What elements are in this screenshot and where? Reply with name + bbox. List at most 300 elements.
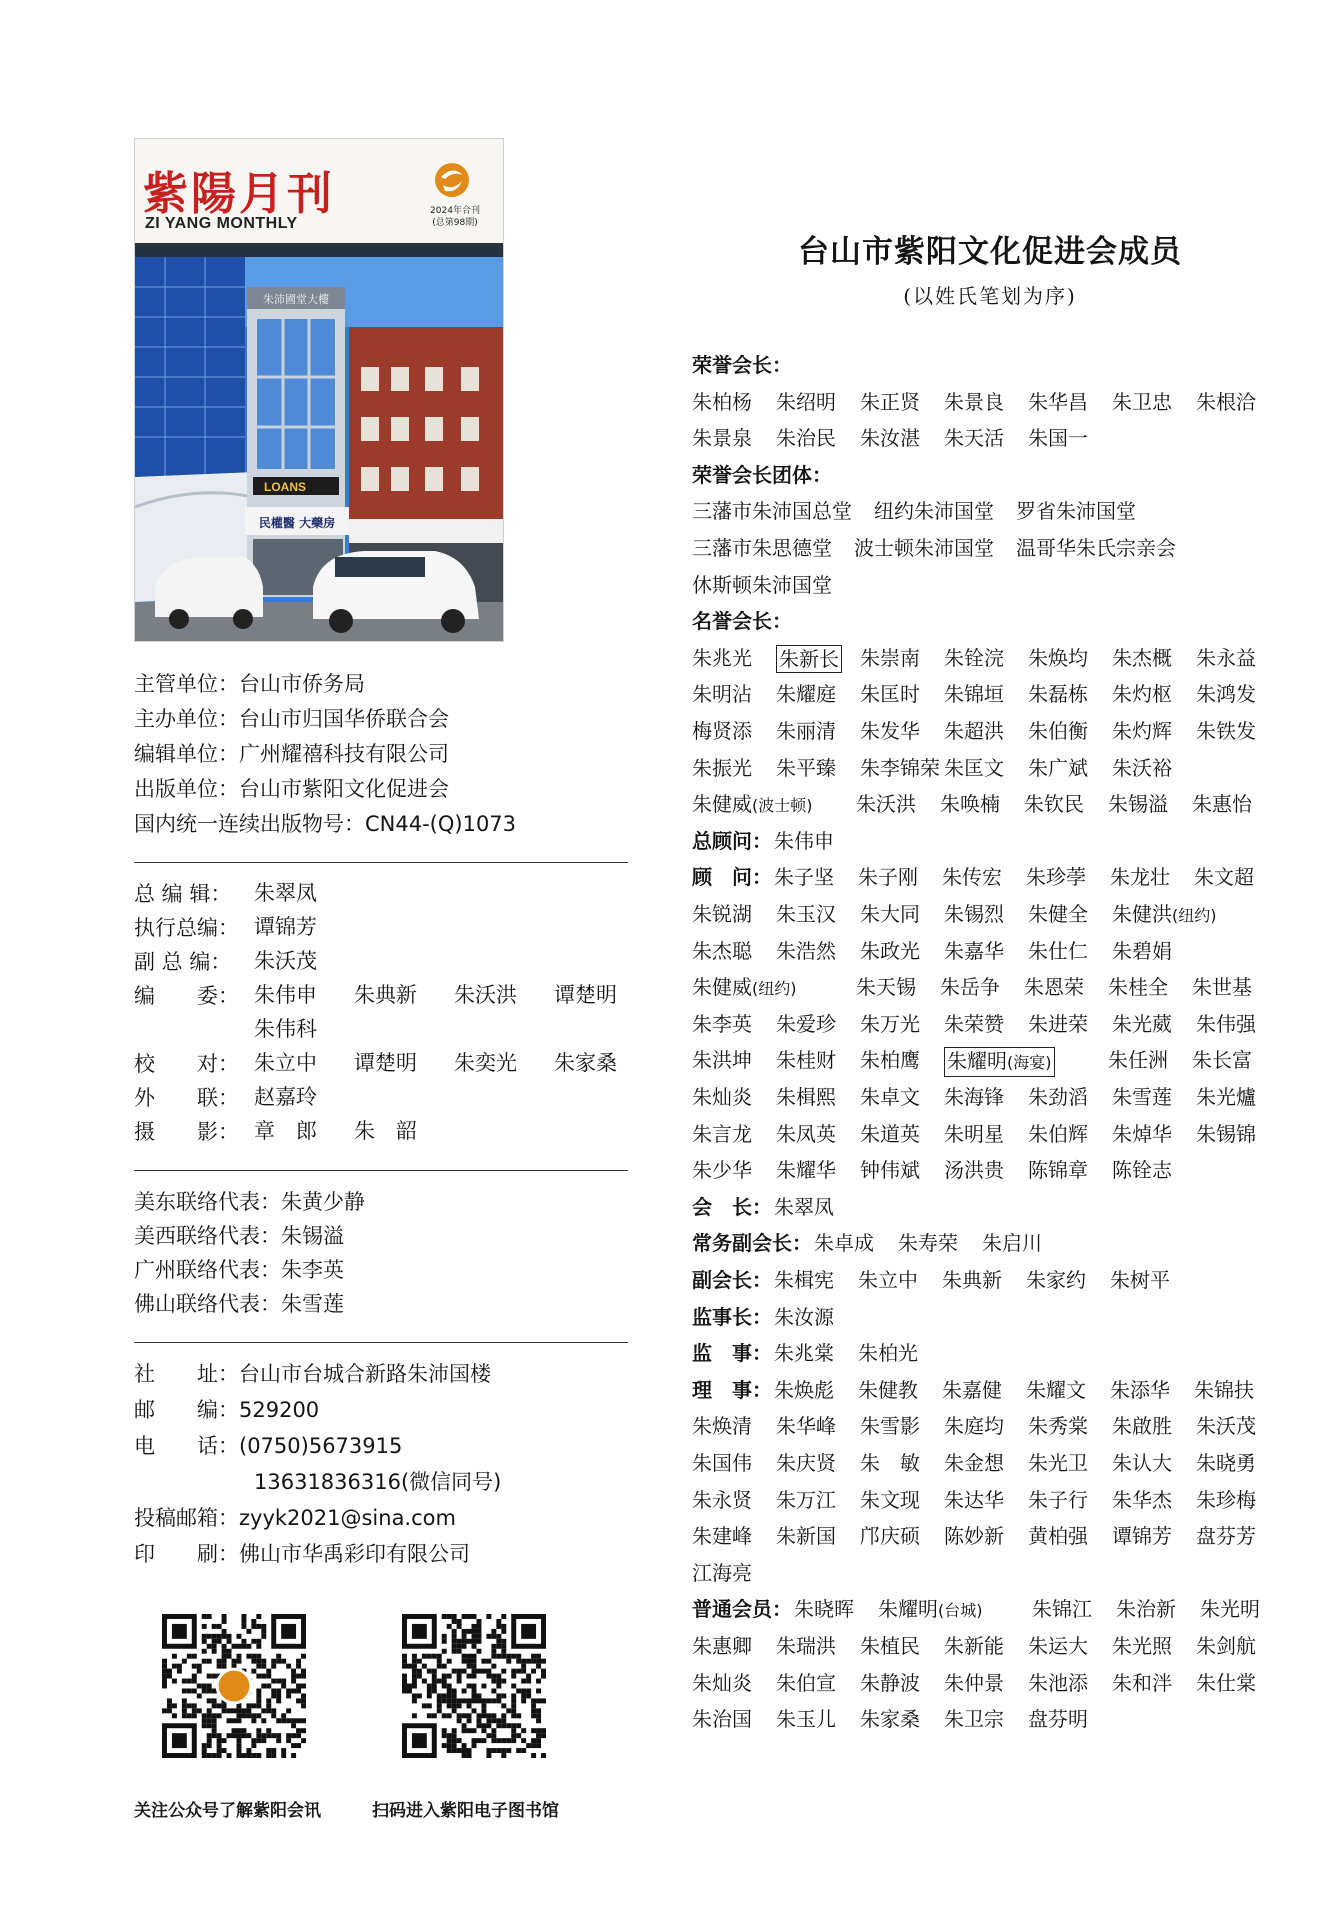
member-name: 朱家约 bbox=[1026, 1268, 1086, 1292]
member-name: 朱雪影 bbox=[860, 1414, 920, 1438]
editor-role: 总 编 辑： bbox=[134, 882, 232, 906]
member-category-row bbox=[692, 1194, 1272, 1222]
qr-caption-library: 扫码进入紫阳电子图书馆 bbox=[372, 1801, 559, 1821]
member-category-label: 荣誉会长团体： bbox=[692, 463, 832, 487]
member-name: 黄柏强 bbox=[1028, 1524, 1088, 1548]
member-row bbox=[692, 1487, 1272, 1515]
contact-row bbox=[134, 1432, 402, 1460]
member-category-label: 普通会员： bbox=[692, 1597, 792, 1621]
member-name: 朱卫忠 bbox=[1112, 390, 1172, 414]
cover-issue-year: 2024年合刊 bbox=[430, 206, 480, 216]
liaison-row bbox=[134, 1290, 344, 1318]
editor-name: 谭楚明 bbox=[554, 983, 617, 1007]
editor-name: 章 郎 bbox=[254, 1119, 317, 1143]
member-row bbox=[692, 1633, 1272, 1661]
liaison-value: 朱锡溢 bbox=[281, 1224, 344, 1248]
member-name: 朱嘉华 bbox=[944, 939, 1004, 963]
member-name: 朱铁发 bbox=[1196, 719, 1256, 743]
publisher-value: 台山市侨务局 bbox=[239, 672, 365, 696]
member-category-row bbox=[692, 1267, 1272, 1295]
cover-tagline bbox=[135, 243, 503, 257]
member-name: 朱寿荣 bbox=[898, 1231, 958, 1255]
shop-sign: 民權醫 大藥房 bbox=[258, 516, 336, 530]
member-name: 朱华峰 bbox=[776, 1414, 836, 1438]
member-name: 朱珍荸 bbox=[1026, 865, 1086, 889]
liaison-key: 广州联络代表： bbox=[134, 1258, 281, 1282]
member-name: 朱伯宣 bbox=[776, 1671, 836, 1695]
editor-name: 谭楚明 bbox=[354, 1051, 417, 1075]
member-name: 朱桂全 bbox=[1108, 975, 1168, 999]
member-name: 朱仕仁 bbox=[1028, 939, 1088, 963]
member-name: 朱碧娟 bbox=[1112, 939, 1172, 963]
member-name: 朱秀棠 bbox=[1028, 1414, 1088, 1438]
editor-role: 校 对： bbox=[134, 1052, 239, 1076]
member-name: 朱光照 bbox=[1112, 1634, 1172, 1658]
member-name: 朱汝湛 bbox=[860, 426, 920, 450]
member-row bbox=[692, 1560, 1272, 1588]
member-name: 朱建峰 bbox=[692, 1524, 752, 1548]
member-name: 陈铨志 bbox=[1112, 1158, 1172, 1182]
member-row bbox=[692, 718, 1272, 746]
member-name: 朱华昌 bbox=[1028, 390, 1088, 414]
member-name: 邝庆硕 bbox=[860, 1524, 920, 1548]
publisher-row bbox=[134, 740, 449, 768]
member-row bbox=[692, 901, 1272, 929]
wechat-qr-code[interactable] bbox=[162, 1614, 306, 1758]
publisher-row bbox=[134, 775, 449, 803]
contact-row bbox=[134, 1504, 456, 1532]
cover-photo bbox=[135, 257, 503, 641]
member-name: 朱嘉健 bbox=[942, 1378, 1002, 1402]
editor-name: 朱典新 bbox=[354, 983, 417, 1007]
member-name: 朱岳争 bbox=[940, 975, 1000, 999]
member-name: 朱崇南 bbox=[860, 646, 920, 670]
contact-key: 投稿邮箱： bbox=[134, 1506, 239, 1530]
cover-issue-number: (总第98期) bbox=[432, 218, 478, 228]
member-name: 朱爱珍 bbox=[776, 1012, 836, 1036]
member-name: 朱灿炎 bbox=[692, 1671, 752, 1695]
publisher-key: 出版单位： bbox=[134, 777, 239, 801]
member-name: 朱健全 bbox=[1028, 902, 1088, 926]
member-name: 朱和泮 bbox=[1112, 1671, 1172, 1695]
member-category-row bbox=[692, 608, 1272, 636]
member-name: 朱超洪 bbox=[944, 719, 1004, 743]
member-category-row bbox=[692, 828, 1272, 856]
loans-sign: LOANS bbox=[264, 480, 306, 494]
member-name: 朱晓晖 bbox=[794, 1597, 854, 1621]
divider bbox=[134, 1170, 628, 1171]
member-name: 朱翠凤 bbox=[774, 1195, 834, 1219]
member-name: 梅贤添 bbox=[692, 719, 752, 743]
member-row bbox=[692, 681, 1272, 709]
member-row bbox=[692, 572, 1272, 600]
contact-key: 印 刷： bbox=[134, 1542, 239, 1566]
member-name: 朱添华 bbox=[1110, 1378, 1170, 1402]
member-name: 朱景良 bbox=[944, 390, 1004, 414]
member-name: 朱雪莲 bbox=[1112, 1085, 1172, 1109]
cover-masthead-en: ZI YANG MONTHLY bbox=[145, 215, 298, 232]
member-name: 朱道英 bbox=[860, 1122, 920, 1146]
member-name: 朱任洲 bbox=[1108, 1048, 1168, 1072]
member-row bbox=[692, 974, 1272, 1002]
member-name: 罗省朱沛国堂 bbox=[1016, 499, 1136, 523]
member-category-row bbox=[692, 1340, 1272, 1368]
member-name: 朱国一 bbox=[1028, 426, 1088, 450]
publisher-value: 台山市归国华侨联合会 bbox=[239, 707, 449, 731]
liaison-key: 佛山联络代表： bbox=[134, 1292, 281, 1316]
member-name: 朱文现 bbox=[860, 1488, 920, 1512]
member-name: 朱兆棠 bbox=[774, 1341, 834, 1365]
member-name: 朱焯华 bbox=[1112, 1122, 1172, 1146]
member-name: 纽约朱沛国堂 bbox=[874, 499, 994, 523]
member-name: 朱剑航 bbox=[1196, 1634, 1256, 1658]
member-category-row bbox=[692, 1304, 1272, 1332]
contact-row bbox=[254, 1468, 501, 1496]
member-name: 朱万光 bbox=[860, 1012, 920, 1036]
member-name: 朱李英 bbox=[692, 1012, 752, 1036]
contact-row bbox=[134, 1396, 319, 1424]
member-name: 朱龙壮 bbox=[1110, 865, 1170, 889]
member-name: 朱光爐 bbox=[1196, 1085, 1256, 1109]
member-name: 朱楫宪 bbox=[774, 1268, 834, 1292]
member-name: 谭锦芳 bbox=[1112, 1524, 1172, 1548]
member-name: 朱世基 bbox=[1192, 975, 1252, 999]
editor-name: 朱沃洪 bbox=[454, 983, 517, 1007]
member-row bbox=[692, 938, 1272, 966]
member-category-label: 监事长： bbox=[692, 1305, 772, 1329]
member-name: 朱大同 bbox=[860, 902, 920, 926]
member-row bbox=[692, 755, 1272, 783]
member-row bbox=[692, 498, 1272, 526]
member-category-row bbox=[692, 1596, 1272, 1624]
editor-role: 外 联： bbox=[134, 1086, 239, 1110]
member-name: 朱健教 bbox=[858, 1378, 918, 1402]
member-row bbox=[692, 1450, 1272, 1478]
member-name: 朱珍梅 bbox=[1196, 1488, 1256, 1512]
liaison-value: 朱李英 bbox=[281, 1258, 344, 1282]
member-row bbox=[692, 1413, 1272, 1441]
member-name: 朱丽清 bbox=[776, 719, 836, 743]
member-name: 朱新长 bbox=[776, 645, 842, 673]
member-category-row bbox=[692, 352, 1272, 380]
member-name: 朱惠卿 bbox=[692, 1634, 752, 1658]
member-row bbox=[692, 1670, 1272, 1698]
email-link[interactable]: zyyk2021@sina.com bbox=[239, 1506, 456, 1530]
member-name: 朱焕均 bbox=[1028, 646, 1088, 670]
editor-name: 朱翠凤 bbox=[254, 881, 317, 905]
liaison-row bbox=[134, 1256, 344, 1284]
member-name: 朱玉儿 bbox=[776, 1707, 836, 1731]
member-name: 朱 敏 bbox=[860, 1451, 920, 1475]
editor-name: 谭锦芳 bbox=[254, 915, 317, 939]
editor-name: 朱奕光 bbox=[454, 1051, 517, 1075]
member-name: 朱政光 bbox=[860, 939, 920, 963]
divider bbox=[134, 1342, 628, 1343]
divider bbox=[134, 862, 628, 863]
member-name: 朱荣赞 bbox=[944, 1012, 1004, 1036]
member-name: 朱锐湖 bbox=[692, 902, 752, 926]
member-name: 朱达华 bbox=[944, 1488, 1004, 1512]
ziyang-logo-icon bbox=[431, 161, 473, 199]
mobile-value: 13631836316(微信同号) bbox=[254, 1470, 502, 1494]
member-name: 朱传宏 bbox=[942, 865, 1002, 889]
member-name: 朱劲滔 bbox=[1028, 1085, 1088, 1109]
member-row bbox=[692, 425, 1272, 453]
publisher-row bbox=[134, 670, 365, 698]
member-name: 朱铨浣 bbox=[944, 646, 1004, 670]
member-name: 朱恩荣 bbox=[1024, 975, 1084, 999]
liaison-value: 朱雪莲 bbox=[281, 1292, 344, 1316]
member-name: 朱卓成 bbox=[814, 1231, 874, 1255]
member-name: 朱长富 bbox=[1192, 1048, 1252, 1072]
contact-key: 社 址： bbox=[134, 1362, 239, 1386]
member-name: 朱发华 bbox=[860, 719, 920, 743]
editor-name: 朱伟科 bbox=[254, 1017, 317, 1041]
member-name: 朱沃裕 bbox=[1112, 756, 1172, 780]
member-name: 朱瑞洪 bbox=[776, 1634, 836, 1658]
member-name: 朱文超 bbox=[1194, 865, 1254, 889]
member-name: 朱典新 bbox=[942, 1268, 1002, 1292]
member-name: 朱浩然 bbox=[776, 939, 836, 963]
member-name: 朱耀明(台城) bbox=[878, 1597, 983, 1621]
member-name: 朱耀明(海宴) bbox=[944, 1047, 1055, 1077]
liaison-row bbox=[134, 1222, 344, 1250]
member-category-row bbox=[692, 1230, 1272, 1258]
member-row bbox=[692, 645, 1272, 673]
member-name: 三藩市朱沛国总堂 bbox=[692, 499, 852, 523]
member-name: 朱庭均 bbox=[944, 1414, 1004, 1438]
editor-role: 执行总编： bbox=[134, 916, 239, 940]
member-name: 朱国伟 bbox=[692, 1451, 752, 1475]
member-name: 朱凤英 bbox=[776, 1122, 836, 1146]
member-name: 朱静波 bbox=[860, 1671, 920, 1695]
member-name: 朱金想 bbox=[944, 1451, 1004, 1475]
member-name: 朱晓勇 bbox=[1196, 1451, 1256, 1475]
publisher-value: CN44-(Q)1073 bbox=[365, 812, 517, 836]
member-name: 朱鸿发 bbox=[1196, 682, 1256, 706]
member-name: 朱锦垣 bbox=[944, 682, 1004, 706]
editor-role: 摄 影： bbox=[134, 1120, 239, 1144]
member-name: 朱耀庭 bbox=[776, 682, 836, 706]
editor-name: 赵嘉玲 bbox=[254, 1085, 317, 1109]
publisher-value: 台山市紫阳文化促进会 bbox=[239, 777, 449, 801]
member-name: 朱惠怡 bbox=[1192, 792, 1252, 816]
member-name: 朱治国 bbox=[692, 1707, 752, 1731]
member-name: 朱正贤 bbox=[860, 390, 920, 414]
member-name: 朱焕彪 bbox=[774, 1378, 834, 1402]
member-name: 朱池添 bbox=[1028, 1671, 1088, 1695]
member-category-label: 理 事： bbox=[692, 1378, 772, 1402]
member-row bbox=[692, 1121, 1272, 1149]
member-name: 朱灿炎 bbox=[692, 1085, 752, 1109]
member-name: 朱治民 bbox=[776, 426, 836, 450]
member-name: 朱健威(波士顿) bbox=[692, 792, 813, 816]
member-name: 朱柏光 bbox=[858, 1341, 918, 1365]
building-sign: 朱沛國堂大樓 bbox=[263, 293, 329, 306]
publisher-key: 主办单位： bbox=[134, 707, 239, 731]
library-qr-code[interactable] bbox=[402, 1614, 546, 1758]
member-name: 朱启川 bbox=[982, 1231, 1042, 1255]
publisher-value: 广州耀禧科技有限公司 bbox=[239, 742, 449, 766]
member-name: 朱玉汉 bbox=[776, 902, 836, 926]
printer-value: 佛山市华禹彩印有限公司 bbox=[239, 1542, 470, 1566]
member-name: 休斯顿朱沛国堂 bbox=[692, 573, 832, 597]
member-name: 朱沃茂 bbox=[1196, 1414, 1256, 1438]
member-name: 朱庆贤 bbox=[776, 1451, 836, 1475]
member-name: 朱磊栋 bbox=[1028, 682, 1088, 706]
liaison-value: 朱黄少静 bbox=[281, 1190, 365, 1214]
member-row bbox=[692, 1157, 1272, 1185]
member-category-row bbox=[692, 864, 1272, 892]
member-name: 朱兆光 bbox=[692, 646, 752, 670]
member-name: 朱沃洪 bbox=[856, 792, 916, 816]
member-name: 朱光葳 bbox=[1112, 1012, 1172, 1036]
member-name: 朱光明 bbox=[1200, 1597, 1260, 1621]
member-name: 朱匡时 bbox=[860, 682, 920, 706]
phone-value: (0750)5673915 bbox=[239, 1434, 403, 1458]
editor-name: 朱沃茂 bbox=[254, 949, 317, 973]
member-name: 朱万江 bbox=[776, 1488, 836, 1512]
member-name: 朱卓文 bbox=[860, 1085, 920, 1109]
member-name: 朱子坚 bbox=[774, 865, 834, 889]
member-name: 朱子行 bbox=[1028, 1488, 1088, 1512]
member-name: 朱明星 bbox=[944, 1122, 1004, 1146]
member-name: 朱天活 bbox=[944, 426, 1004, 450]
publisher-key: 编辑单位： bbox=[134, 742, 239, 766]
member-name: 朱杰概 bbox=[1112, 646, 1172, 670]
member-name: 朱伯辉 bbox=[1028, 1122, 1088, 1146]
member-name: 江海亮 bbox=[692, 1561, 752, 1585]
member-row bbox=[692, 1706, 1272, 1734]
member-row bbox=[692, 389, 1272, 417]
cover-masthead: 紫陽月刊 bbox=[143, 167, 336, 220]
liaison-key: 美东联络代表： bbox=[134, 1190, 281, 1214]
member-name: 朱认大 bbox=[1112, 1451, 1172, 1475]
member-row bbox=[692, 1011, 1272, 1039]
contact-key: 电 话： bbox=[134, 1434, 239, 1458]
member-name: 朱家桑 bbox=[860, 1707, 920, 1731]
member-category-label: 会 长： bbox=[692, 1195, 772, 1219]
member-row bbox=[692, 535, 1272, 563]
member-row bbox=[692, 1047, 1272, 1075]
member-name: 朱匡文 bbox=[944, 756, 1004, 780]
member-name: 陈妙新 bbox=[944, 1524, 1004, 1548]
member-name: 朱耀华 bbox=[776, 1158, 836, 1182]
member-name: 朱柏鹰 bbox=[860, 1048, 920, 1072]
member-category-label: 副会长： bbox=[692, 1268, 772, 1292]
member-row bbox=[692, 1084, 1272, 1112]
member-name: 朱锦扶 bbox=[1194, 1378, 1254, 1402]
member-row bbox=[692, 1523, 1272, 1551]
member-name: 朱伟申 bbox=[774, 829, 834, 853]
member-name: 朱仕棠 bbox=[1196, 1671, 1256, 1695]
member-name: 朱新能 bbox=[944, 1634, 1004, 1658]
editor-role: 副 总 编： bbox=[134, 950, 232, 974]
member-category-label: 常务副会长： bbox=[692, 1231, 812, 1255]
members-subtitle: (以姓氏笔划为序) bbox=[903, 284, 1077, 308]
member-name: 朱广斌 bbox=[1028, 756, 1088, 780]
member-name: 朱明沾 bbox=[692, 682, 752, 706]
member-name: 朱立中 bbox=[858, 1268, 918, 1292]
member-name: 朱景泉 bbox=[692, 426, 752, 450]
member-name: 朱平臻 bbox=[776, 756, 836, 780]
member-name: 朱振光 bbox=[692, 756, 752, 780]
publisher-row bbox=[134, 705, 449, 733]
member-name: 钟伟斌 bbox=[860, 1158, 920, 1182]
member-name: 朱楫熙 bbox=[776, 1085, 836, 1109]
qr-caption-wechat: 关注公众号了解紫阳会讯 bbox=[134, 1801, 321, 1821]
editor-name: 朱家桑 bbox=[554, 1051, 617, 1075]
member-name: 朱永贤 bbox=[692, 1488, 752, 1512]
member-name: 朱新国 bbox=[776, 1524, 836, 1548]
members-title: 台山市紫阳文化促进会成员 bbox=[798, 234, 1182, 270]
publisher-row bbox=[134, 810, 516, 838]
member-category-label: 名誉会长： bbox=[692, 609, 792, 633]
member-name: 朱少华 bbox=[692, 1158, 752, 1182]
postcode-value: 529200 bbox=[239, 1398, 320, 1422]
member-name: 朱耀文 bbox=[1026, 1378, 1086, 1402]
member-name: 朱仲景 bbox=[944, 1671, 1004, 1695]
contact-row bbox=[134, 1360, 491, 1388]
member-name: 朱治新 bbox=[1116, 1597, 1176, 1621]
member-name: 朱啟胜 bbox=[1112, 1414, 1172, 1438]
member-name: 朱根洽 bbox=[1196, 390, 1256, 414]
member-name: 朱唤楠 bbox=[940, 792, 1000, 816]
member-name: 汤洪贵 bbox=[944, 1158, 1004, 1182]
member-category-row bbox=[692, 462, 1272, 490]
member-name: 朱锡烈 bbox=[944, 902, 1004, 926]
member-category-label: 总顾问： bbox=[692, 829, 772, 853]
member-name: 朱伟强 bbox=[1196, 1012, 1256, 1036]
editor-role: 编 委： bbox=[134, 984, 239, 1008]
member-name: 朱绍明 bbox=[776, 390, 836, 414]
member-name: 朱光卫 bbox=[1028, 1451, 1088, 1475]
publisher-key: 国内统一连续出版物号： bbox=[134, 812, 365, 836]
member-name: 朱洪坤 bbox=[692, 1048, 752, 1072]
member-name: 三藩市朱思德堂 bbox=[692, 536, 832, 560]
editor-name: 朱伟申 bbox=[254, 983, 317, 1007]
contact-row bbox=[134, 1540, 470, 1568]
magazine-cover bbox=[134, 138, 504, 642]
cover-issue bbox=[423, 205, 487, 229]
member-name: 朱永益 bbox=[1196, 646, 1256, 670]
member-name: 波士顿朱沛国堂 bbox=[854, 536, 994, 560]
member-category-label: 顾 问： bbox=[692, 865, 772, 889]
member-name: 朱进荣 bbox=[1028, 1012, 1088, 1036]
member-name: 朱李锦荣 bbox=[860, 756, 940, 780]
member-name: 朱锡锦 bbox=[1196, 1122, 1256, 1146]
member-name: 温哥华朱氏宗亲会 bbox=[1016, 536, 1176, 560]
member-name: 朱天锡 bbox=[856, 975, 916, 999]
member-name: 朱子刚 bbox=[858, 865, 918, 889]
member-category-label: 监 事： bbox=[692, 1341, 772, 1365]
member-name: 朱植民 bbox=[860, 1634, 920, 1658]
member-name: 朱华杰 bbox=[1112, 1488, 1172, 1512]
member-name: 朱运大 bbox=[1028, 1634, 1088, 1658]
contact-key: 邮 编： bbox=[134, 1398, 239, 1422]
member-name: 朱锦江 bbox=[1032, 1597, 1092, 1621]
member-name: 盘芬明 bbox=[1028, 1707, 1088, 1731]
contact-value: 台山市台城合新路朱沛国楼 bbox=[239, 1362, 491, 1386]
member-name: 朱钦民 bbox=[1024, 792, 1084, 816]
member-name: 朱汝源 bbox=[774, 1305, 834, 1329]
member-name: 朱桂财 bbox=[776, 1048, 836, 1072]
member-category-label: 荣誉会长： bbox=[692, 353, 792, 377]
liaison-row bbox=[134, 1188, 365, 1216]
member-name: 朱伯衡 bbox=[1028, 719, 1088, 743]
member-name: 朱焕清 bbox=[692, 1414, 752, 1438]
member-name: 朱健洪(纽约) bbox=[1112, 902, 1217, 926]
